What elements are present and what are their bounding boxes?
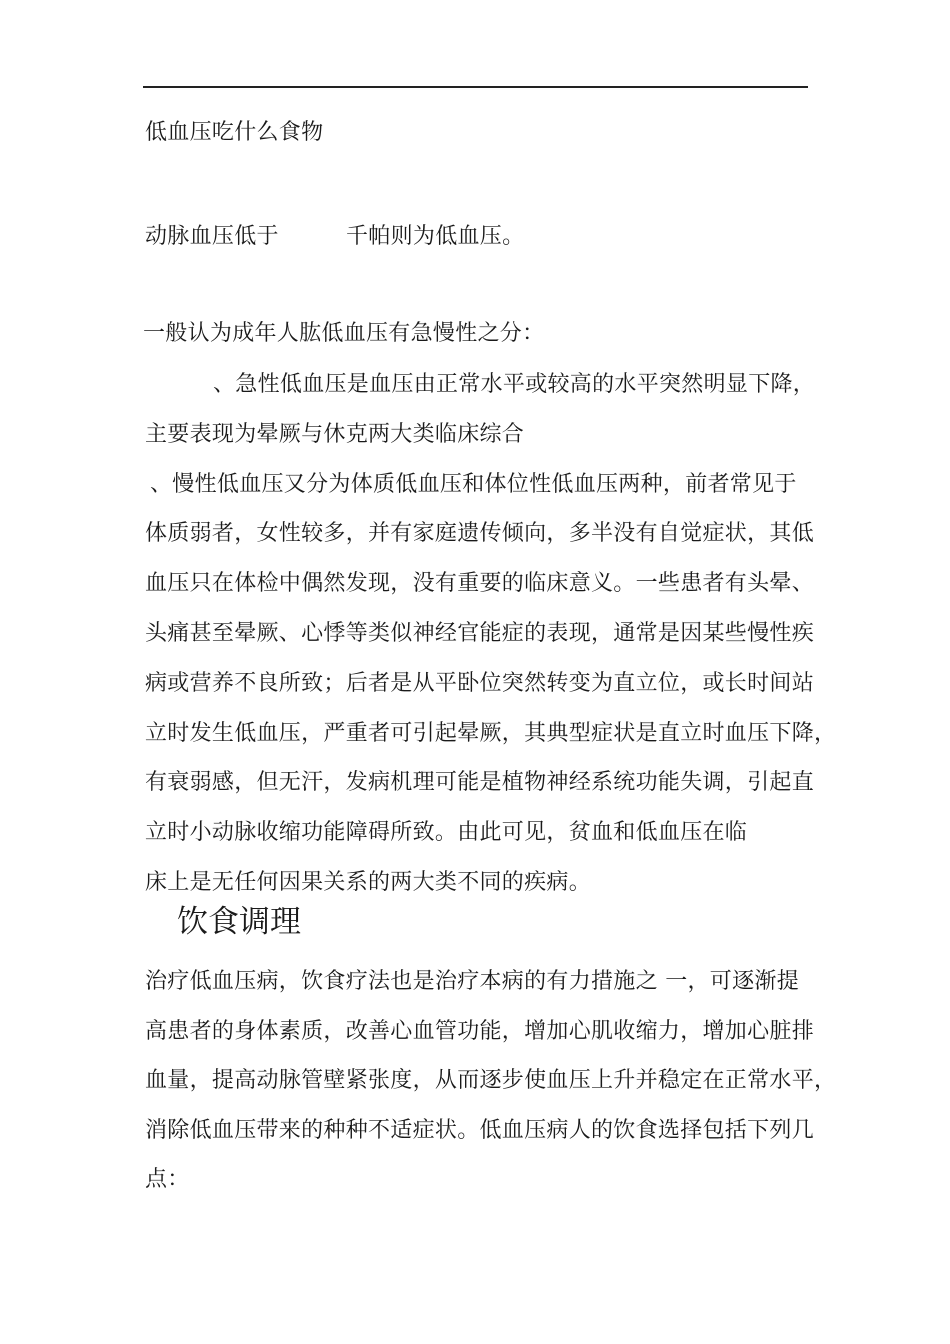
acute-line-1: 、急性低血压是血压由正常水平或较高的水平突然明显下降， <box>213 372 816 397</box>
diet-line: 血量，提高动脉管壁紧张度，从而逐步使血压上升并稳定在正常水平， <box>145 1068 837 1093</box>
definition-before: 动脉血压低于 <box>145 224 279 249</box>
chronic-line: 床上是无任何因果关系的两大类不同的疾病。 <box>145 870 592 895</box>
chronic-line: 血压只在体检中偶然发现，没有重要的临床意义。一些患者有头晕、 <box>145 571 815 596</box>
chronic-line: 立时发生低血压，严重者可引起晕厥，其典型症状是直立时血压下降， <box>145 721 837 746</box>
header-rule <box>143 86 808 88</box>
diet-line: 高患者的身体素质，改善心血管功能，增加心肌收缩力，增加心脏排 <box>145 1019 815 1044</box>
diet-line: 点： <box>145 1167 190 1192</box>
chronic-line: 头痛甚至晕厥、心悸等类似神经官能症的表现，通常是因某些慢性疾 <box>145 621 815 646</box>
diet-line: 消除低血压带来的种种不适症状。低血压病人的饮食选择包括下列几 <box>145 1118 815 1143</box>
acute-line-2: 主要表现为晕厥与休克两大类临床综合 <box>145 422 525 447</box>
section-heading: 饮食调理 <box>177 904 301 940</box>
chronic-line: 立时小动脉收缩功能障碍所致。由此可见，贫血和低血压在临 <box>145 820 748 845</box>
definition-after: 千帕则为低血压。 <box>346 224 525 249</box>
chronic-line: 病或营养不良所致；后者是从平卧位突然转变为直立位，或长时间站 <box>145 671 815 696</box>
chronic-line: 、慢性低血压又分为体质低血压和体位性低血压两种，前者常见于 <box>150 472 797 497</box>
chronic-line: 有衰弱感，但无汗，发病机理可能是植物神经系统功能失调，引起直 <box>145 770 815 795</box>
intro-text: 一般认为成年人肱低血压有急慢性之分： <box>143 321 545 346</box>
diet-line: 治疗低血压病，饮食疗法也是治疗本病的有力措施之 一，可逐渐提 <box>145 969 799 994</box>
chronic-line: 体质弱者，女性较多，并有家庭遗传倾向，多半没有自觉症状，其低 <box>145 521 815 546</box>
document-title: 低血压吃什么食物 <box>145 120 324 145</box>
